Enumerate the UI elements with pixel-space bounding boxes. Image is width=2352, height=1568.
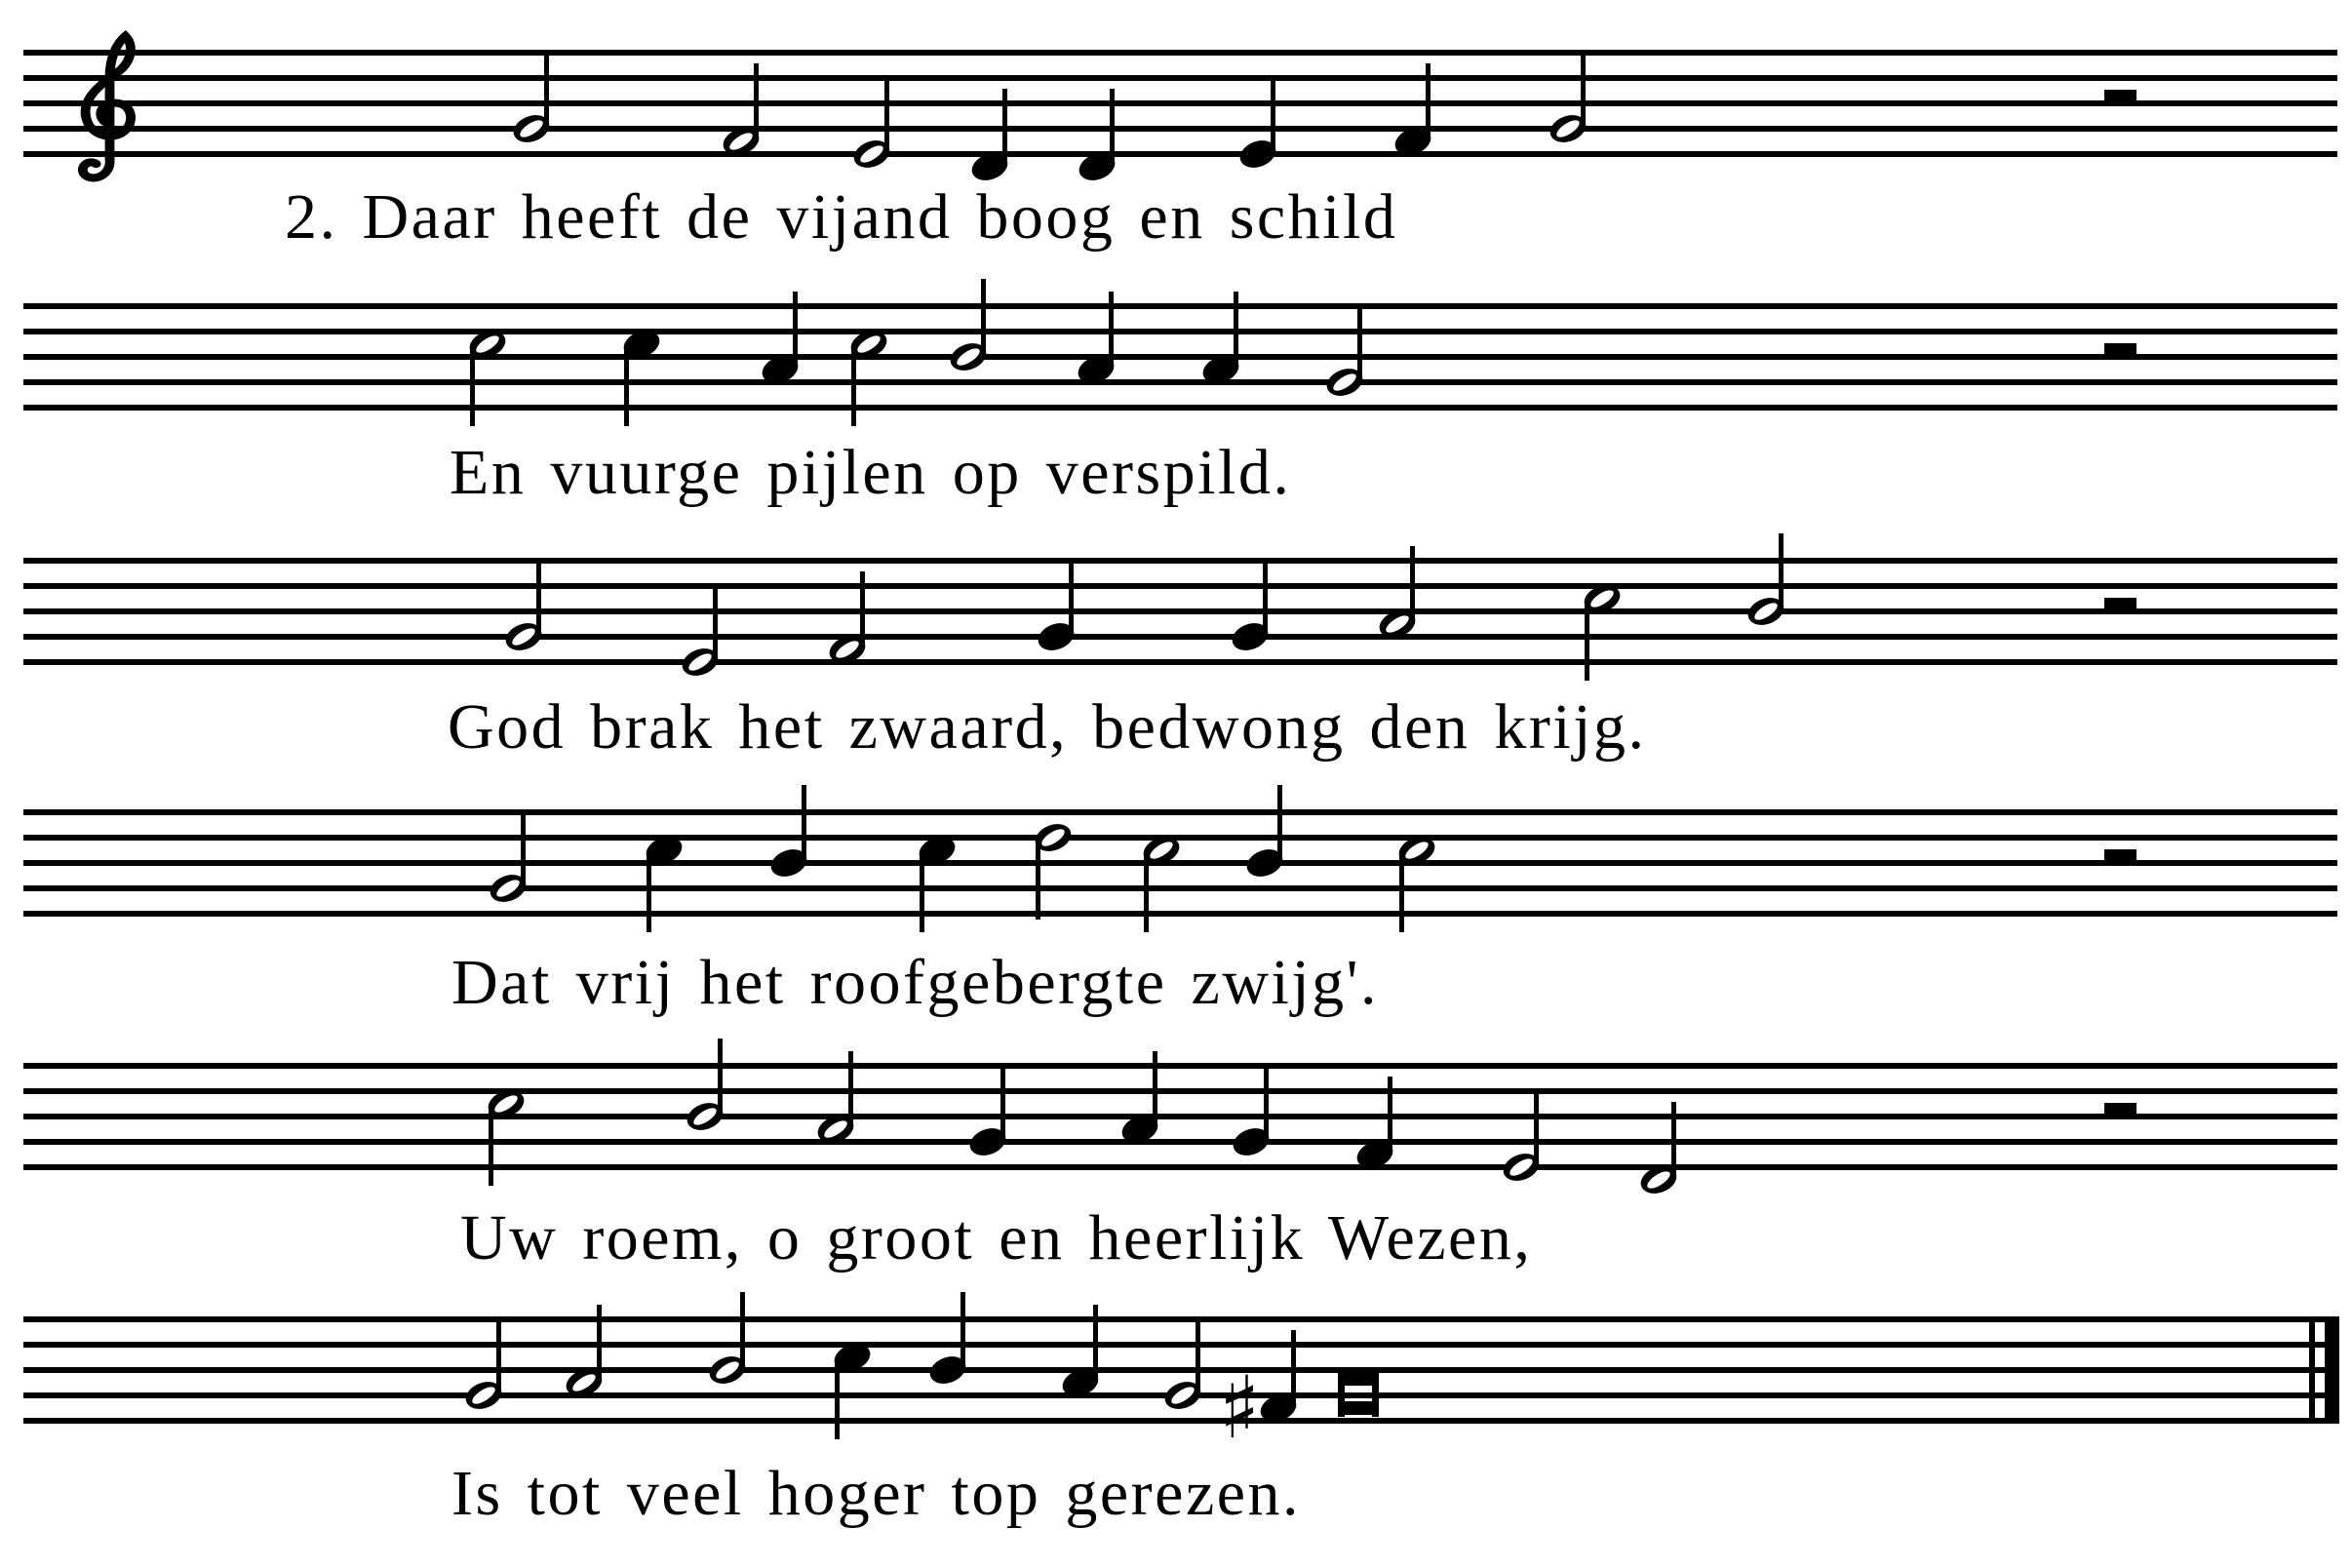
note-g4	[502, 559, 546, 655]
note-c5	[847, 326, 891, 426]
staff-system-5	[23, 1039, 2337, 1198]
note-c5	[1140, 832, 1184, 932]
note-g4	[1323, 304, 1367, 401]
breve-bar	[1338, 1372, 1379, 1386]
note-g4	[510, 51, 554, 147]
note-stem	[496, 1317, 501, 1395]
note-stem	[718, 1039, 723, 1117]
final-barline-thick	[2325, 1316, 2339, 1424]
note-stem	[851, 344, 856, 426]
note-stem	[884, 76, 889, 154]
half-rest	[2104, 598, 2136, 611]
note-stem	[1263, 559, 1268, 637]
note-stem	[1399, 850, 1404, 932]
note-stem	[1779, 533, 1784, 611]
note-stem	[1291, 1330, 1296, 1408]
note-g4	[966, 1064, 1010, 1160]
note-stem	[793, 292, 798, 370]
staff-line	[23, 1418, 2337, 1424]
staff-line	[23, 1316, 2337, 1322]
staff-line	[23, 1342, 2337, 1348]
note-g4	[1230, 1064, 1274, 1160]
note-stem	[1234, 292, 1238, 370]
note-g4	[1161, 1317, 1205, 1414]
note-stem	[1036, 838, 1040, 920]
note-stem	[624, 344, 629, 426]
staff-line	[23, 405, 2337, 411]
staff-line	[23, 860, 2337, 866]
note-stem	[1110, 89, 1115, 167]
note-stem	[489, 1104, 493, 1186]
note-c5	[643, 832, 686, 932]
staff-system-2	[23, 279, 2337, 426]
staff-line	[23, 126, 2337, 132]
note-g4	[487, 810, 530, 907]
note-stem	[1585, 599, 1589, 681]
note-stem	[521, 810, 526, 888]
staff-system-6	[23, 1292, 2339, 1458]
note-b4	[767, 785, 811, 882]
note-stem	[848, 1051, 853, 1129]
note-stem	[1002, 89, 1007, 167]
note-stem	[960, 1292, 965, 1370]
half-rest	[2104, 849, 2136, 863]
note-stem	[1069, 559, 1074, 637]
note-stem	[1271, 76, 1275, 154]
staff-system-4	[23, 785, 2337, 932]
staff-system-3	[23, 533, 2337, 681]
note-stem	[1277, 785, 1282, 863]
lyric-line-6: Is tot veel hoger top gerezen.	[451, 1458, 1302, 1529]
note-e4	[1500, 1089, 1544, 1186]
staff-line	[23, 75, 2337, 81]
note-stem	[1196, 1317, 1200, 1395]
lyric-line-5: Uw roem, o groot en heerlijk Wezen,	[460, 1202, 1533, 1274]
note-c5	[916, 832, 960, 932]
note-c5	[1581, 580, 1625, 681]
note-stem	[1671, 1102, 1676, 1180]
note-stem	[1388, 1077, 1392, 1155]
note-stem	[536, 559, 541, 637]
staff-line	[23, 1367, 2337, 1373]
note-b4	[1744, 533, 1788, 630]
staff-line	[23, 1164, 2337, 1170]
note-stem	[1000, 1064, 1005, 1142]
note-d5	[1032, 819, 1076, 920]
note-stem	[1144, 850, 1149, 932]
final-barline-thin	[2309, 1316, 2315, 1424]
note-stem	[647, 850, 651, 932]
lyric-line-1: 2. Daar heeft de vijand boog en schild	[285, 181, 1398, 253]
staff-line	[23, 608, 2337, 614]
staff-line	[23, 151, 2337, 157]
clef-tail	[83, 158, 110, 177]
staff-line	[23, 1114, 2337, 1119]
note-stem	[1426, 63, 1431, 141]
note-g4	[1229, 559, 1273, 655]
staff-line	[23, 303, 2337, 309]
note-g4	[1035, 559, 1078, 655]
note-stem	[920, 850, 924, 932]
note-stem	[802, 785, 806, 863]
breve-bar	[1338, 1401, 1379, 1415]
note-stem	[1264, 1064, 1269, 1142]
lyric-line-4: Dat vrij het roofgebergte zwijg'.	[451, 947, 1380, 1018]
staff-line	[23, 354, 2337, 360]
note-stem	[1153, 1051, 1157, 1129]
note-stem	[470, 344, 475, 426]
note-stem	[1581, 51, 1586, 129]
note-b4	[926, 1292, 970, 1389]
staff-line	[23, 50, 2337, 56]
staff-line	[23, 809, 2337, 815]
note-stem	[1357, 304, 1362, 382]
note-stem	[597, 1305, 602, 1383]
note-g4	[462, 1317, 506, 1414]
note-stem	[1410, 546, 1415, 624]
staff-line	[23, 583, 2337, 589]
staff-line	[23, 634, 2337, 640]
note-stem	[860, 571, 865, 649]
staff-line	[23, 329, 2337, 334]
note-stem	[740, 1292, 745, 1370]
staff-system-1	[23, 36, 2337, 185]
note-stem	[1109, 292, 1114, 370]
note-g4	[1547, 51, 1590, 147]
staff-line	[23, 885, 2337, 891]
lyric-line-2: En vuurge pijlen op verspild.	[450, 437, 1292, 508]
note-c5	[485, 1085, 529, 1186]
note-stem	[754, 63, 759, 141]
note-stem	[835, 1357, 840, 1439]
note-e4	[850, 76, 894, 173]
staff-line	[23, 1139, 2337, 1145]
note-c5	[1395, 832, 1439, 932]
note-b4	[1243, 785, 1287, 882]
note-stem	[1093, 1305, 1098, 1383]
staff-line	[23, 100, 2337, 106]
note-e4	[679, 584, 723, 681]
note-stem	[1534, 1089, 1539, 1167]
note-c5	[620, 326, 664, 426]
half-rest	[2104, 343, 2136, 357]
note-stem	[544, 51, 549, 129]
note-b4	[684, 1039, 727, 1135]
sharp-icon: ♯	[1218, 1357, 1261, 1458]
note-b4	[947, 279, 991, 375]
staff-line	[23, 835, 2337, 841]
half-rest	[2104, 1103, 2136, 1117]
staff-line	[23, 1088, 2337, 1094]
half-rest	[2104, 90, 2136, 103]
staff-line	[23, 558, 2337, 564]
note-stem	[981, 279, 986, 357]
note-c5	[831, 1339, 875, 1439]
note-e4	[1236, 76, 1280, 173]
staff-line	[23, 659, 2337, 665]
lyric-line-3: God brak het zwaard, bedwong den krijg.	[448, 691, 1647, 763]
staff-line	[23, 379, 2337, 385]
note-c5	[466, 326, 510, 426]
staff-line	[23, 911, 2337, 917]
note-b4	[706, 1292, 750, 1389]
staff-line	[23, 1063, 2337, 1069]
note-stem	[713, 584, 718, 662]
